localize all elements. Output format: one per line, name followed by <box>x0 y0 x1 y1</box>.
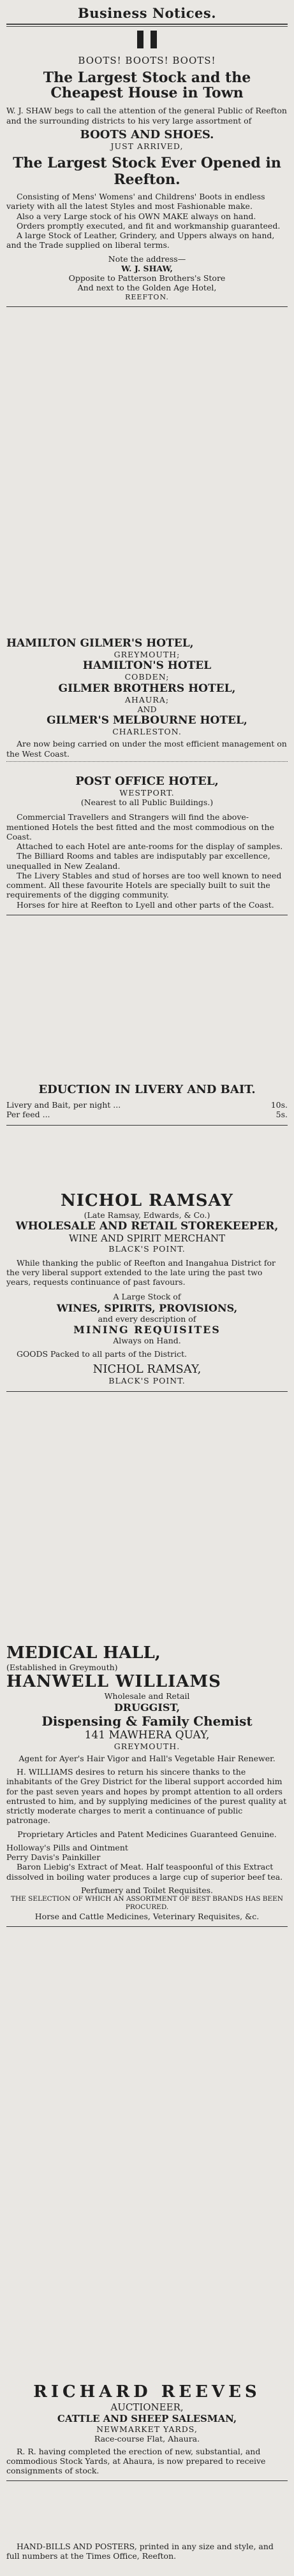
gilmer-h1: HAMILTON GILMER'S HOTEL, <box>6 637 194 650</box>
medical-druggist: DRUGGIST, <box>114 1701 180 1714</box>
gilmer-p2: Commercial Travellers and Strangers will find the above-mentioned Hotels the best fitted and the most commodious on the Coast. <box>6 812 274 841</box>
medical-perry: Perry Davis's Painkiller <box>6 1852 101 1862</box>
shaw-note: Note the address— <box>108 254 186 264</box>
medical-addr: 141 MAWHERA QUAY, <box>84 1728 210 1742</box>
shaw-opposite: Opposite to Patterson Brothers's Store <box>68 273 226 283</box>
shaw-logo <box>6 31 288 52</box>
livery-row2-val: 5s. <box>276 1110 288 1120</box>
medical-name: HANWELL WILLIAMS <box>6 1672 221 1692</box>
reeves-role2: CATTLE AND SHEEP SALESMAN, <box>57 2413 237 2424</box>
po-note: (Nearest to all Public Buildings.) <box>80 798 214 807</box>
ramsay-goods: GOODS Packed to all parts of the District. <box>17 1349 187 1359</box>
logo-mark-right <box>151 31 157 48</box>
ramsay-stock: A Large Stock of <box>113 1292 181 1302</box>
ramsay-place: BLACK'S POINT. <box>108 1244 186 1254</box>
gilmer-p3: Attached to each Hotel are ante-rooms for the display of samples. <box>17 841 283 851</box>
medical-body: H. WILLIAMS desires to return his sincere thanks to the inhabitants of the Grey District for the liberal support accorded him for the past seven years and hopes by prompt attention to all orders entrusted to him, and by supplying medicines of the purest quality at strictly moderate charges to merit a continuance of public patronage. <box>6 1767 287 1826</box>
ramsay-mining: MINING REQUISITES <box>73 1323 221 1336</box>
section-title: Business Notices. <box>77 5 217 21</box>
rule-6 <box>6 2480 288 2481</box>
gilmer-loc5: CHARLESTON. <box>112 727 182 736</box>
ramsay-wine: WINE AND SPIRIT MERCHANT <box>68 1233 226 1245</box>
shaw-body1: Consisting of Mens' Womens' and Childrens' Boots in endless variety with all the latest Styles and most Fashionable make. <box>6 192 265 211</box>
shaw-body2: Also a very Large stock of his OWN MAKE always on hand. <box>17 211 256 221</box>
gilmer-h2: HAMILTON'S HOTEL <box>82 659 212 673</box>
rule-3 <box>6 1125 288 1126</box>
medical-town: GREYMOUTH. <box>114 1741 180 1751</box>
shaw-ad <box>6 31 288 312</box>
header-rule <box>6 24 288 27</box>
medical-selection: THE SELECTION OF WHICH AN ASSORTMENT OF BEST BRANDS HAS BEEN PROCURED. <box>11 1895 283 1911</box>
livery-ad <box>6 1083 288 1131</box>
rule-4 <box>6 1391 288 1392</box>
reeves-yards: NEWMARKET YARDS, <box>96 2424 198 2434</box>
ramsay-always: Always on Hand. <box>113 1335 181 1345</box>
gilmer-p4: The Billiard Rooms and tables are indisputably par excellence, unequalled in New Zealand. <box>6 851 270 871</box>
medical-est: (Established in Greymouth) <box>6 1663 118 1672</box>
ramsay-sig2: BLACK'S POINT. <box>108 1376 186 1386</box>
reeves-ad <box>6 2382 288 2486</box>
ramsay-body: While thanking the public of Reefton and Inangahua District for the very liberal support extended to the late uring the past two years, requests continuance of past favours. <box>6 1257 276 1287</box>
gilmer-ad <box>6 637 288 920</box>
livery-row-2 <box>6 1110 288 1119</box>
ramsay-stock2: WINES, SPIRITS, PROVISIONS, <box>56 1301 238 1314</box>
gilmer-p1: Are now being carried on under the most efficient management on the West Coast. <box>6 739 287 759</box>
boots-line: BOOTS! BOOTS! BOOTS! <box>78 55 216 66</box>
livery-row1-val: 10s. <box>270 1100 288 1110</box>
bills-ad <box>6 2542 288 2561</box>
gilmer-h5: GILMER'S MELBOURNE HOTEL, <box>47 714 247 727</box>
medical-liebig: Baron Liebig's Extract of Meat. Half teaspoonful of this Extract dissolved in boiling water produces a large cup of superior beef tea. <box>6 1862 283 1882</box>
bills-text: HAND-BILLS AND POSTERS, printed in any size and style, and full numbers at the Times Office, Reefton. <box>6 2542 274 2561</box>
largest-stock: The Largest Stock Ever Opened in Reefton. <box>13 155 281 189</box>
gilmer-and: AND <box>137 704 157 714</box>
shaw-headline: The Largest Stock and the Cheapest House in Town <box>43 69 251 102</box>
medical-holloway: Holloway's Pills and Ointment <box>6 1842 128 1852</box>
ramsay-ad <box>6 1191 288 1397</box>
livery-title: EDUCTION IN LIVERY AND BAIT. <box>38 1083 256 1096</box>
livery-row1-label: Livery and Bait, per night ... <box>6 1100 121 1110</box>
post-office-hotel: POST OFFICE HOTEL, <box>75 774 219 788</box>
rule-1 <box>6 306 288 307</box>
gilmer-loc3: AHAURA; <box>124 694 170 705</box>
reeves-body: R. R. having completed the erection of new, substantial, and commodious Stock Yards, at Ahaura, is now prepared to receive consignments of stock. <box>6 2446 266 2475</box>
livery-row-1 <box>6 1100 288 1110</box>
boots-title: BOOTS AND SHOES. <box>80 127 214 141</box>
ramsay-name: NICHOL RAMSAY <box>61 1191 233 1210</box>
rule-5 <box>6 1926 288 1927</box>
medical-prop: Proprietary Articles and Patent Medicines Guaranteed Genuine. <box>17 1829 277 1839</box>
reeves-race: Race-course Flat, Ahaura. <box>94 2434 200 2444</box>
just-arrived: JUST ARRIVED, <box>110 141 184 151</box>
shaw-body3: Orders promptly executed, and fit and workmanship guaranteed. <box>17 220 281 231</box>
ramsay-sig: NICHOL RAMSAY, <box>92 1363 202 1377</box>
gilmer-p6: Horses for hire at Reefton to Lyell and other parts of the Coast. <box>17 899 274 910</box>
gilmer-p5: The Livery Stables and stud of horses are too well known to need comment. All these favourite Hotels are specially built to suit the requirements of the digging community. <box>6 870 282 900</box>
po-loc: WESTPORT. <box>119 787 175 798</box>
logo-mark-left <box>137 31 143 48</box>
medical-title: MEDICAL HALL, <box>6 1643 161 1663</box>
shaw-next: And next to the Golden Age Hotel, <box>77 283 217 293</box>
ramsay-late: (Late Ramsay, Edwards, & Co.) <box>84 1210 210 1220</box>
ramsay-trade: WHOLESALE AND RETAIL STOREKEEPER, <box>15 1220 279 1233</box>
shaw-intro: W. J. SHAW begs to call the attention of the general Public of Reefton and the surrounding districts to his very large assortment of <box>6 106 287 125</box>
ramsay-every: and every description of <box>98 1313 196 1324</box>
medical-ws: Wholesale and Retail <box>104 1691 190 1701</box>
reeves-name: RICHARD REEVES <box>33 2382 261 2401</box>
gilmer-loc2: COBDEN; <box>124 672 170 682</box>
dotline-1 <box>6 761 288 762</box>
shaw-town: REEFTON. <box>125 292 169 301</box>
gilmer-loc1: GREYMOUTH; <box>114 650 180 659</box>
medical-agent: Agent for Ayer's Hair Vigor and Hall's Vegetable Hair Renewer. <box>18 1753 276 1763</box>
medical-perf: Perfumery and Toilet Requisites. <box>80 1885 213 1895</box>
gilmer-h3: GILMER BROTHERS HOTEL, <box>58 682 236 695</box>
shaw-name: W. J. SHAW, <box>121 263 173 273</box>
livery-row2-label: Per feed ... <box>6 1110 50 1120</box>
page-header <box>6 5 288 29</box>
reeves-role: AUCTIONEER, <box>110 2401 184 2413</box>
shaw-body4: A large Stock of Leather, Grindery, and Uppers always on hand, and the Trade supplied on liberal terms. <box>6 231 275 250</box>
medical-dispensing: Dispensing & Family Chemist <box>41 1713 253 1729</box>
medical-horse: Horse and Cattle Medicines, Veterinary Requisites, &c. <box>34 1911 260 1921</box>
medical-hall-ad <box>6 1643 288 1932</box>
